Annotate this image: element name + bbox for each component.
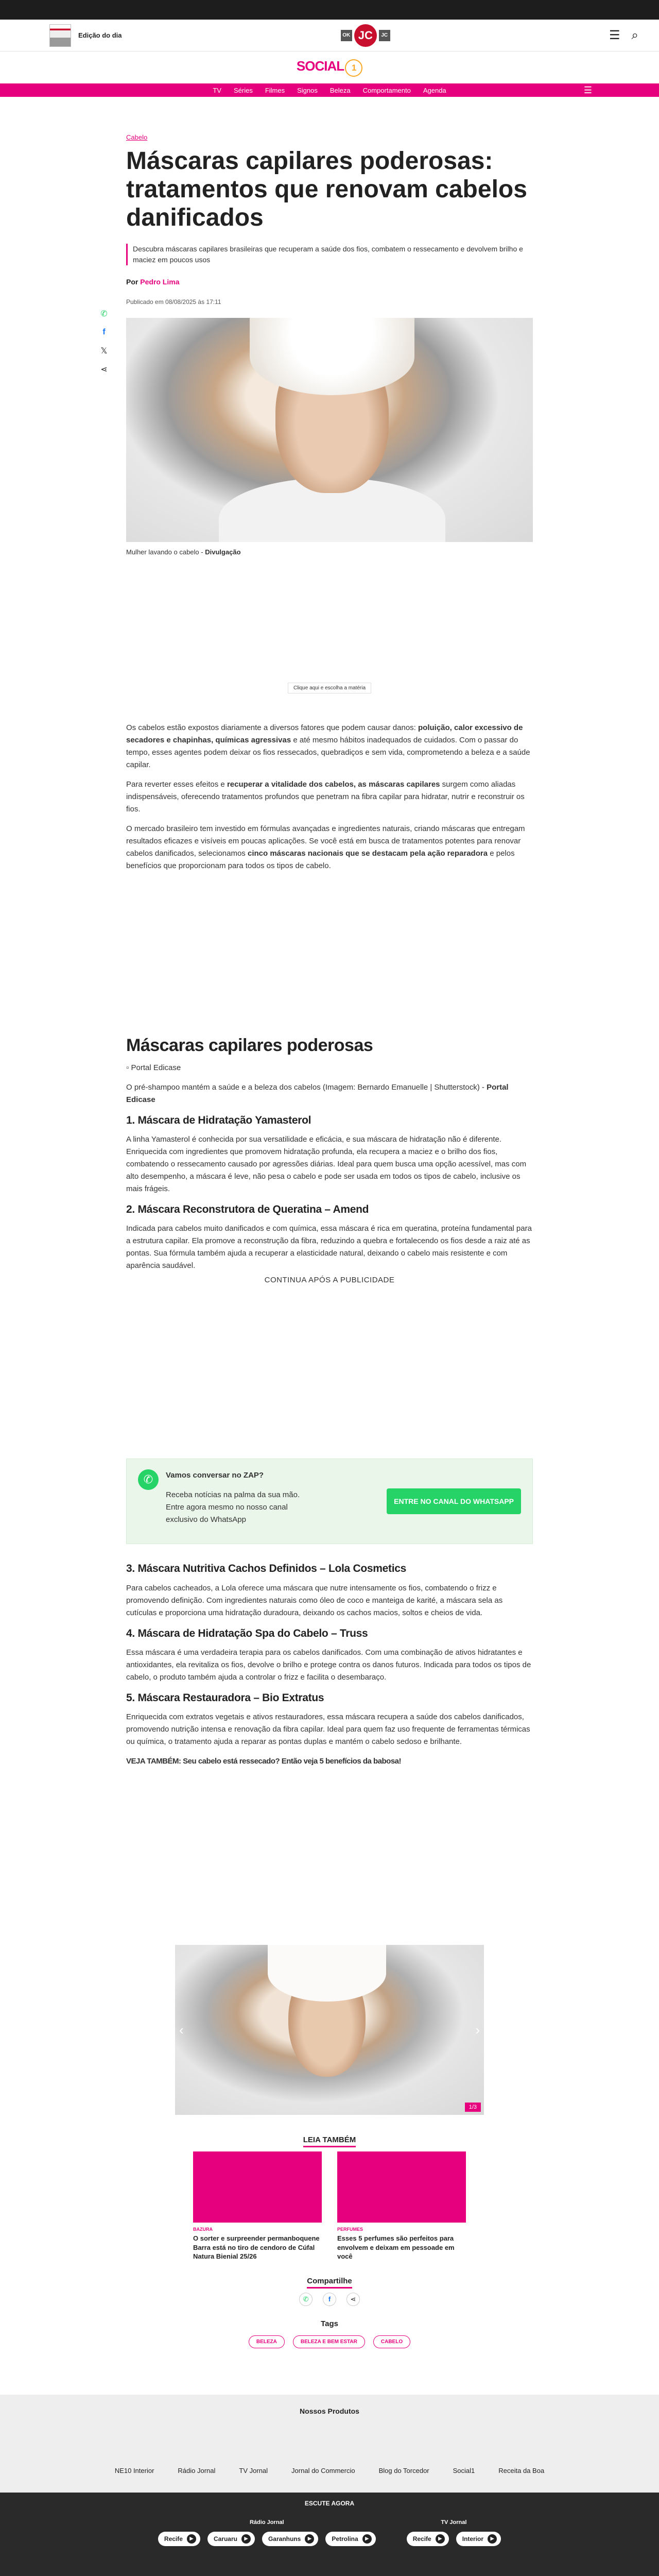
station-label: Caruaru <box>213 2535 237 2543</box>
station-button[interactable] <box>407 2532 449 2546</box>
item-heading: 4. Máscara de Hidratação Spa do Cabelo – Truss <box>126 1627 368 1639</box>
read-too-title: LEIA TAMBÉM <box>303 2136 356 2147</box>
product-link[interactable]: Social1 <box>453 2466 475 2475</box>
listen-now-title: ESCUTE AGORA <box>304 2499 355 2507</box>
text: e pelos benefícios que proporcionam para todos os tipos de cabelo. <box>126 849 515 870</box>
social1-text: SOCIAL <box>296 58 344 74</box>
card-image[interactable] <box>337 2151 466 2223</box>
tag-cabelo[interactable]: CABELO <box>373 2335 410 2348</box>
station-label: Recife <box>164 2535 183 2543</box>
author-line <box>126 278 533 286</box>
station-label: Recife <box>412 2535 431 2543</box>
group-label: Rádio Jornal <box>249 2519 284 2526</box>
article-title: Máscaras capilares poderosas: tratamentos que renovam cabelos danificados <box>126 147 527 232</box>
continues-after-ad: CONTINUA APÓS A PUBLICIDADE <box>264 1276 395 1285</box>
section-brand <box>0 52 659 83</box>
read-too-card[interactable] <box>337 2151 466 2261</box>
paragraph <box>126 722 533 771</box>
tag-list <box>126 2335 533 2348</box>
social1-badge: 1 <box>345 59 362 77</box>
paragraph <box>126 823 533 872</box>
station-label: Garanhuns <box>268 2535 301 2543</box>
item-heading: 3. Máscara Nutritiva Cachos Definidos – Lola Cosmetics <box>126 1563 406 1575</box>
read-too-card[interactable] <box>193 2151 322 2261</box>
nav-item-agenda[interactable]: Agenda <box>423 86 446 94</box>
card-category[interactable]: BAZURA <box>193 2227 213 2232</box>
station-button[interactable] <box>158 2532 200 2546</box>
tags-title: Tags <box>321 2319 338 2328</box>
tags-heading <box>126 2319 533 2328</box>
category-link[interactable]: Cabelo <box>126 133 148 141</box>
paragraph: Essa máscara é uma verdadeira terapia para os cabelos danificados. Com uma combinação de ativos hidratantes e antioxidantes, ela revitaliza os fios, devolve o brilho e protege contra os danos futuros. Indicada para todos os tipos de cabelo, o produto também ajuda a controlar o frizz e facilita o desembaraço. <box>126 1648 531 1682</box>
article <box>100 97 533 2348</box>
station-button[interactable] <box>207 2532 255 2546</box>
publish-date: Publicado em 08/08/2025 às 17:11 <box>126 298 221 306</box>
text-bold: poluição, calor excessivo de secadores e chapinhas, químicas agressivas <box>126 723 523 744</box>
paragraph: Para cabelos cacheados, a Lola oferece uma máscara que nutre intensamente os fios, combatendo o frizz e promovendo definição. Com ingredientes naturais como óleo de coco e manteiga de karité, a máscara sela as cutículas e proporciona uma hidratação duradoura, deixando os cachos macios, soltos e cheios de vida. <box>126 1583 503 1617</box>
station-button[interactable] <box>262 2532 318 2546</box>
broken-image-icon: ▫ <box>126 1063 129 1072</box>
whatsapp-text: Receba notícias na palma da sua mão. Entre agora mesmo no nosso canal exclusivo do WhatsApp <box>166 1490 300 1524</box>
facebook-icon[interactable]: f <box>323 2293 336 2306</box>
card-category[interactable]: PERFUMES <box>337 2227 363 2232</box>
whatsapp-banner <box>126 1459 533 1544</box>
paragraph: Indicada para cabelos muito danificados e com química, essa máscara é rica em queratina, proteína fundamental para a estrutura capilar. Ela promove a reconstrução da fibra, reduzindo a quebra e fortalecendo os fios desde a raiz até as pontas. Sua fórmula também ajuda a recuperar a elasticidade natural, deixando o cabelo mais resistente e com aparência saudável. <box>126 1224 532 1270</box>
nav-item-filmes[interactable]: Filmes <box>265 86 285 94</box>
play-icon: ▶ <box>187 2534 196 2544</box>
section-heading: Máscaras capilares poderosas <box>126 1035 373 1055</box>
gallery-counter: 1/3 <box>465 2103 481 2112</box>
card-title[interactable]: Esses 5 perfumes são perfeitos para envolvem e deixam em pessoade em você <box>337 2234 455 2261</box>
ad-space <box>126 1294 533 1459</box>
x-icon[interactable]: 𝕏 <box>100 347 108 355</box>
credit-source: Portal Edicase <box>126 1082 509 1104</box>
products-section <box>0 2395 659 2493</box>
paragraph: Enriquecida com extratos vegetais e ativos restauradores, essa máscara recupera a saúde dos cabelos danificados, promovendo nutrição intensa e renovação da fibra capilar. Ideal para quem faz uso frequente de ferramentas térmicas ou química, o tratamento ajuda a reparar as pontas duplas e mantém o cabelo sedoso e brilhante. <box>126 1713 530 1747</box>
site-header <box>0 20 659 52</box>
credit-text: O pré-shampoo mantém a saúde e a beleza dos cabelos (Imagem: Bernardo Emanuelle | Shutterstock) - <box>126 1082 487 1092</box>
item-heading: 2. Máscara Reconstrutora de Queratina – Amend <box>126 1204 369 1216</box>
logo-badge: OK <box>341 30 352 41</box>
image-gallery <box>175 1945 484 2115</box>
paragraph: A linha Yamasterol é conhecida por sua versatilidade e eficácia, e sua máscara de hidratação não é diferente. Enriquecida com ingredientes que promovem hidratação profunda, ela recupera a maciez e o brilho dos fios, combatendo o ressecamento causado por agressões diárias. Ideal para quem busca uma opção acessível, mas com alto desempenho, a máscara é leve, não pesa o cabelo e pode ser usada em todos os tipos de cabelo, inclusive os mais frágeis. <box>126 1135 527 1194</box>
broken-image-alt <box>126 1062 533 1074</box>
image-credit <box>126 1081 533 1106</box>
facebook-icon[interactable]: f <box>102 328 106 336</box>
ad-space <box>126 879 533 1029</box>
whatsapp-icon[interactable]: ✆ <box>299 2293 313 2306</box>
menu-icon[interactable]: ☰ <box>609 28 620 42</box>
product-link[interactable]: TV Jornal <box>239 2466 268 2475</box>
top-bar <box>0 0 659 20</box>
whatsapp-title: Vamos conversar no ZAP? <box>166 1471 264 1480</box>
play-icon: ▶ <box>305 2534 314 2544</box>
play-icon: ▶ <box>488 2534 497 2544</box>
gallery-next-icon[interactable]: › <box>475 2022 480 2038</box>
station-label: Petrolina <box>332 2535 358 2543</box>
author-name[interactable]: Pedro Lima <box>140 277 180 286</box>
tag-beleza-bem-estar[interactable]: BELEZA E BEM ESTAR <box>293 2335 365 2348</box>
logo-sub: JC <box>379 30 390 41</box>
share-heading <box>126 2277 533 2285</box>
nav-item-comportamento[interactable]: Comportamento <box>362 86 411 94</box>
logo-jc: JC <box>354 24 377 47</box>
nav-item-signos[interactable]: Signos <box>297 86 318 94</box>
radio-jornal-group <box>158 2519 376 2546</box>
product-link[interactable]: Blog do Torcedor <box>378 2466 429 2475</box>
see-also-link[interactable]: VEJA TAMBÉM: Seu cabelo está ressecado? Então veja 5 benefícios da babosa! <box>126 1757 402 1766</box>
text: O mercado brasileiro tem investido em fórmulas avançadas e ingredientes naturais, criando máscaras que entregam resultados eficazes e visíveis em poucas aplicações. Se você está em busca de tratamentos potentes para renovar cabelos danificados, selecionamos <box>126 824 525 858</box>
station-button[interactable] <box>325 2532 375 2546</box>
edition-label[interactable]: Edição do dia <box>78 31 122 39</box>
text-bold: recuperar a vitalidade dos cabelos, as máscaras capilares <box>227 779 440 789</box>
text: Para reverter esses efeitos e <box>126 779 227 789</box>
author-prefix: Por <box>126 277 138 286</box>
nav-item-beleza[interactable]: Beleza <box>330 86 351 94</box>
search-icon[interactable]: ⌕ <box>631 28 638 42</box>
play-icon: ▶ <box>362 2534 372 2544</box>
text-bold: cinco máscaras nacionais que se destacam pela ação reparadora <box>247 849 488 858</box>
read-too-heading <box>126 2136 533 2144</box>
nav-item-tv[interactable]: TV <box>213 86 221 94</box>
gallery-prev-icon[interactable]: ‹ <box>179 2022 184 2038</box>
listen-now-section <box>0 2493 659 2576</box>
text: e até mesmo hábitos inadequados de cuidados. Com o passar do tempo, esses agentes podem deixar os fios ressecados, quebradiços e sem vida, comprometendo a beleza e a saúde capilar. <box>126 735 530 769</box>
share-icon[interactable]: ⋖ <box>346 2293 360 2306</box>
text: surgem como aliadas indispensáveis, oferecendo tratamentos profundos que penetram na fibra capilar para hidratar, nutrir e reconstruir os fios. <box>126 779 525 814</box>
section-nav <box>0 83 659 97</box>
nav-item-series[interactable]: Séries <box>233 86 253 94</box>
whatsapp-icon[interactable]: ✆ <box>100 310 108 318</box>
hero-caption <box>126 542 533 562</box>
hero-image <box>126 318 533 542</box>
nav-menu-icon[interactable]: ☰ <box>583 84 592 95</box>
share-row <box>126 2293 533 2306</box>
station-label: Interior <box>462 2535 484 2543</box>
article-body <box>126 722 533 1768</box>
text: Os cabelos estão expostos diariamente a diversos fatores que podem causar danos: <box>126 723 418 732</box>
product-link[interactable]: Receita da Boa <box>498 2466 545 2475</box>
share-icon[interactable]: ⋖ <box>100 365 108 374</box>
ad-space <box>126 1775 533 1945</box>
share-title: Compartilhe <box>307 2277 352 2289</box>
hero-caption-credit: Divulgação <box>205 548 241 556</box>
ad-slot <box>126 562 533 722</box>
item-heading: 1. Máscara de Hidratação Yamasterol <box>126 1114 311 1126</box>
product-link[interactable]: Jornal do Commercio <box>291 2466 355 2475</box>
social1-logo[interactable] <box>297 58 362 77</box>
tv-jornal-group <box>407 2519 501 2546</box>
products-title: Nossos Produtos <box>300 2406 359 2415</box>
item-heading: 5. Máscara Restauradora – Bio Extratus <box>126 1691 324 1704</box>
tag-beleza[interactable]: BELEZA <box>249 2335 285 2348</box>
product-link[interactable]: NE10 Interior <box>114 2466 154 2475</box>
paragraph <box>126 778 533 816</box>
ad-click-label[interactable]: Clique aqui e escolha a matéria <box>288 683 371 693</box>
whatsapp-icon: ✆ <box>138 1469 159 1490</box>
product-link[interactable]: Rádio Jornal <box>178 2466 216 2475</box>
play-icon: ▶ <box>241 2534 251 2544</box>
site-logo[interactable] <box>341 24 390 47</box>
broken-image-text: Portal Edicase <box>131 1063 181 1072</box>
edition-link[interactable] <box>49 24 122 47</box>
group-label: TV Jornal <box>441 2519 467 2526</box>
share-rail <box>97 307 111 376</box>
card-image[interactable] <box>193 2151 322 2223</box>
hero-caption-text: Mulher lavando o cabelo - <box>126 548 203 556</box>
whatsapp-channel-button[interactable]: ENTRE NO CANAL DO WHATSAPP <box>387 1488 521 1514</box>
station-button[interactable] <box>456 2532 501 2546</box>
edition-thumbnail[interactable] <box>49 24 71 47</box>
read-too-list <box>126 2151 533 2261</box>
article-lead: Descubra máscaras capilares brasileiras que recuperam a saúde dos fios, combatem o ressecamento e devolvem brilho e maciez em poucos usos <box>126 244 533 265</box>
card-title[interactable]: O sorter e surpreender permanboquene Barra está no tiro de cendoro de Cúfal Natura Bienial 25/26 <box>193 2234 320 2261</box>
play-icon: ▶ <box>436 2534 445 2544</box>
